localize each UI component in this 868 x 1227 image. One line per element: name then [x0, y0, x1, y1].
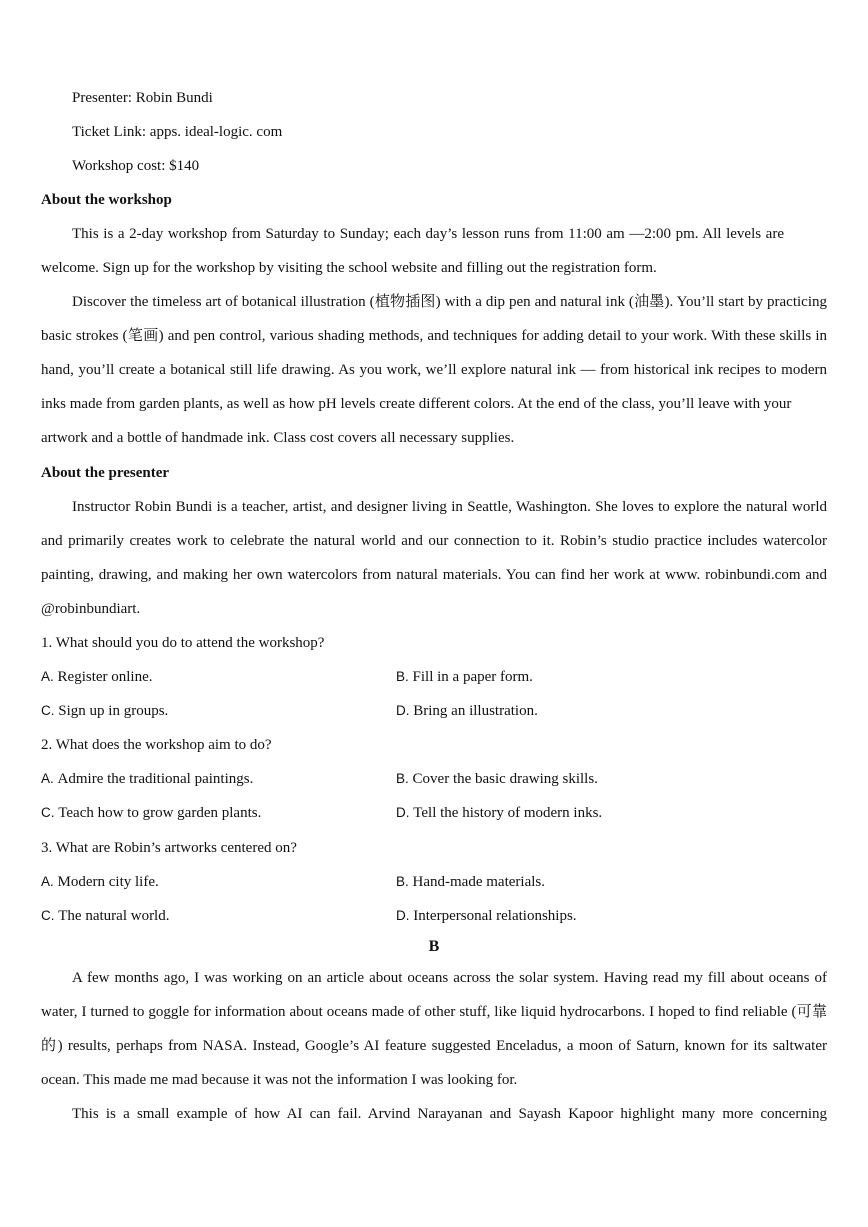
presenter-para-line: painting, drawing, and making her own watercolors from natural materials. You can find her work at www. robinbundi.com and — [41, 567, 827, 583]
question-3-option-a[interactable] — [41, 872, 159, 892]
workshop-para2-line: hand, you’ll create a botanical still life drawing. As you work, we’ll explore natural ink — from historical ink recipes to modern — [41, 362, 827, 378]
question-2-option-a[interactable] — [41, 769, 253, 789]
question-1-option-b[interactable] — [396, 667, 533, 687]
option-letter: D. — [396, 703, 410, 718]
about-presenter-heading: About the presenter — [41, 465, 170, 481]
option-text: Fill in a paper form. — [412, 669, 533, 685]
section-b-para1-line: A few months ago, I was working on an article about oceans across the solar system. Having read my fill about oceans of — [72, 970, 827, 986]
option-letter: D. — [396, 805, 410, 820]
presenter-para-line: @robinbundiart. — [41, 601, 141, 617]
section-b-para1-line: 的) results, perhaps from NASA. Instead, Google’s AI feature suggested Enceladus, a moon of Saturn, known for its saltwater — [41, 1038, 827, 1054]
presenter-para-line: and primarily creates work to celebrate the natural world and our connection to it. Robin’s studio practice includes watercolor — [41, 533, 827, 549]
option-letter: A. — [41, 771, 54, 786]
option-text: Modern city life. — [57, 874, 159, 890]
option-text: Admire the traditional paintings. — [57, 771, 254, 787]
section-b-heading: B — [428, 938, 440, 955]
question-1-stem: 1. What should you do to attend the workshop? — [41, 635, 325, 651]
question-3-stem: 3. What are Robin’s artworks centered on? — [41, 840, 297, 856]
option-letter: B. — [396, 874, 409, 889]
question-1-option-d[interactable] — [396, 701, 538, 721]
option-letter: D. — [396, 908, 410, 923]
option-text: Cover the basic drawing skills. — [412, 771, 598, 787]
option-letter: B. — [396, 669, 409, 684]
about-workshop-heading: About the workshop — [41, 192, 172, 208]
option-letter: B. — [396, 771, 409, 786]
workshop-para1-line: welcome. Sign up for the workshop by visiting the school website and filling out the registration form. — [41, 260, 657, 276]
question-2-option-b[interactable] — [396, 769, 598, 789]
workshop-para1-line: This is a 2-day workshop from Saturday to Sunday; each day’s lesson runs from 11:00 am —2:00 pm. All levels are — [72, 226, 784, 242]
question-3-option-b[interactable] — [396, 872, 545, 892]
presenter-para-line: Instructor Robin Bundi is a teacher, artist, and designer living in Seattle, Washington. She loves to explore the natural world — [72, 499, 827, 515]
option-text: Bring an illustration. — [413, 703, 538, 719]
section-b-para2-line: This is a small example of how AI can fail. Arvind Narayanan and Sayash Kapoor highlight many more concerning — [72, 1106, 827, 1122]
option-text: Hand-made materials. — [412, 874, 545, 890]
option-text: Register online. — [57, 669, 153, 685]
question-1-option-a[interactable] — [41, 667, 153, 687]
section-b-para1-line: water, I turned to goggle for information about oceans made of other stuff, like liquid hydrocarbons. I hoped to find reliable (可靠 — [41, 1004, 827, 1020]
option-letter: C. — [41, 805, 55, 820]
question-3-option-d[interactable] — [396, 906, 577, 926]
workshop-para2-line: artwork and a bottle of handmade ink. Class cost covers all necessary supplies. — [41, 430, 515, 446]
option-text: Tell the history of modern inks. — [413, 805, 603, 821]
option-letter: A. — [41, 874, 54, 889]
option-letter: C. — [41, 908, 55, 923]
workshop-cost-line: Workshop cost: $140 — [72, 158, 200, 174]
option-letter: C. — [41, 703, 55, 718]
question-3-option-c[interactable] — [41, 906, 169, 926]
ticket-link-line: Ticket Link: apps. ideal-logic. com — [72, 124, 283, 140]
option-text: Teach how to grow garden plants. — [58, 805, 262, 821]
option-text: The natural world. — [58, 908, 170, 924]
workshop-para2-line: inks made from garden plants, as well as how pH levels create different colors. At the end of the class, you’ll leave with your — [41, 396, 792, 412]
option-text: Sign up in groups. — [58, 703, 169, 719]
question-2-stem: 2. What does the workshop aim to do? — [41, 737, 272, 753]
workshop-para2-line: basic strokes (笔画) and pen control, various shading methods, and techniques for adding detail to your work. With these skills in — [41, 328, 827, 344]
presenter-line: Presenter: Robin Bundi — [72, 90, 213, 106]
question-1-option-c[interactable] — [41, 701, 168, 721]
workshop-para2-line: Discover the timeless art of botanical illustration (植物插图) with a dip pen and natural ink (油墨). You’ll start by practicing — [72, 294, 827, 310]
section-b-para1-line: ocean. This made me mad because it was not the information I was looking for. — [41, 1072, 518, 1088]
question-2-option-c[interactable] — [41, 803, 261, 823]
question-2-option-d[interactable] — [396, 803, 602, 823]
option-letter: A. — [41, 669, 54, 684]
option-text: Interpersonal relationships. — [413, 908, 577, 924]
